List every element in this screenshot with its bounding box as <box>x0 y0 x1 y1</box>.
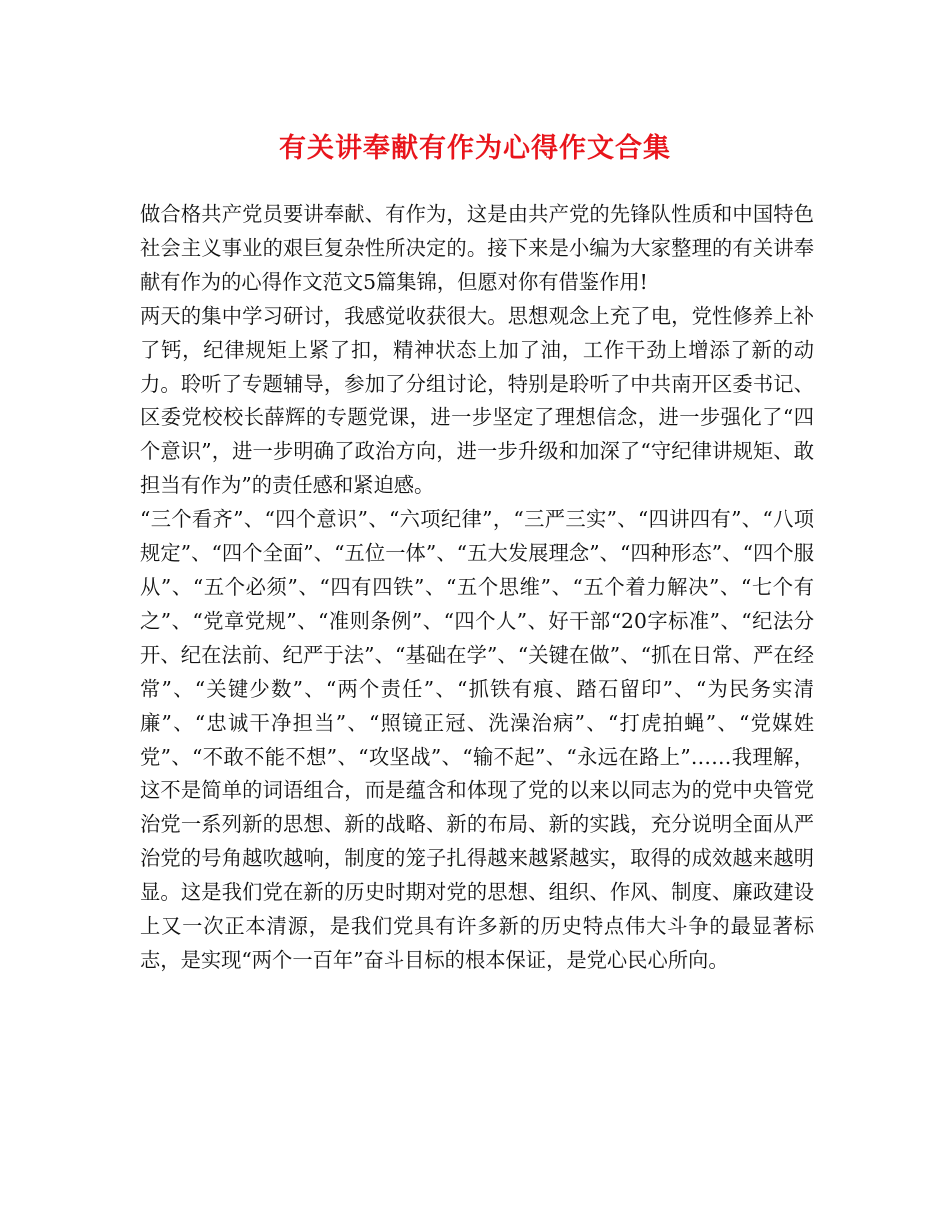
paragraph-study-reflection: 两天的集中学习研讨，我感觉收获很大。思想观念上充了电，党性修养上补了钙，纪律规矩上紧了扣，精神状态上加了油，工作干劲上增添了新的动力。聆听了专题辅导，参加了分组讨论，特别是聆听了中共南开区委书记、区委党校校长薛辉的专题党课，进一步坚定了理想信念，进一步强化了“四个意识”，进一步明确了政治方向，进一步升级和加深了“守纪律讲规矩、敢担当有作为”的责任感和紧迫感。 <box>140 303 814 498</box>
document-title: 有关讲奉献有作为心得作文合集 <box>279 133 671 164</box>
document-body <box>140 198 814 978</box>
paragraph-key-terms: “三个看齐”、“四个意识”、“六项纪律”，“三严三实”、“四讲四有”、“八项规定”、“四个全面”、“五位一体”、“五大发展理念”、“四种形态”、“四个服从”、“五个必须”、“四有四铁”、“五个思维”、“五个着力解决”、“七个有之”、“党章党规”、“准则条例”、“四个人”、好干部“20字标准”、“纪法分开、纪在法前、纪严于法”、“基础在学”、“关键在做”、“抓在日常、严在经常”、“关键少数”、“两个责任”、“抓铁有痕、踏石留印”、“为民务实清廉”、“忠诚干净担当”、“照镜正冠、洗澡治病”、“打虎拍蝇”、“党媒姓党”、“不敢不能不想”、“攻坚战”、“输不起”、“永远在路上”……我理解，这不是简单的词语组合，而是蕴含和体现了党的以来以同志为的党中央管党治党一系列新的思想、新的战略、新的布局、新的实践，充分说明全面从严治党的号角越吹越响，制度的笼子扎得越来越紧越实，取得的成效越来越明显。这是我们党在新的历史时期对党的思想、组织、作风、制度、廉政建设上又一次正本清源，是我们党具有许多新的历史特点伟大斗争的最显著标志，是实现“两个一百年”奋斗目标的根本保证，是党心民心所向。 <box>140 507 814 972</box>
paragraph-intro: 做合格共产党员要讲奉献、有作为，这是由共产党的先锋队性质和中国特色社会主义事业的艰巨复杂性所决定的。接下来是小编为大家整理的有关讲奉献有作为的心得作文范文5篇集锦，但愿对你有借鉴作用! <box>140 202 814 294</box>
